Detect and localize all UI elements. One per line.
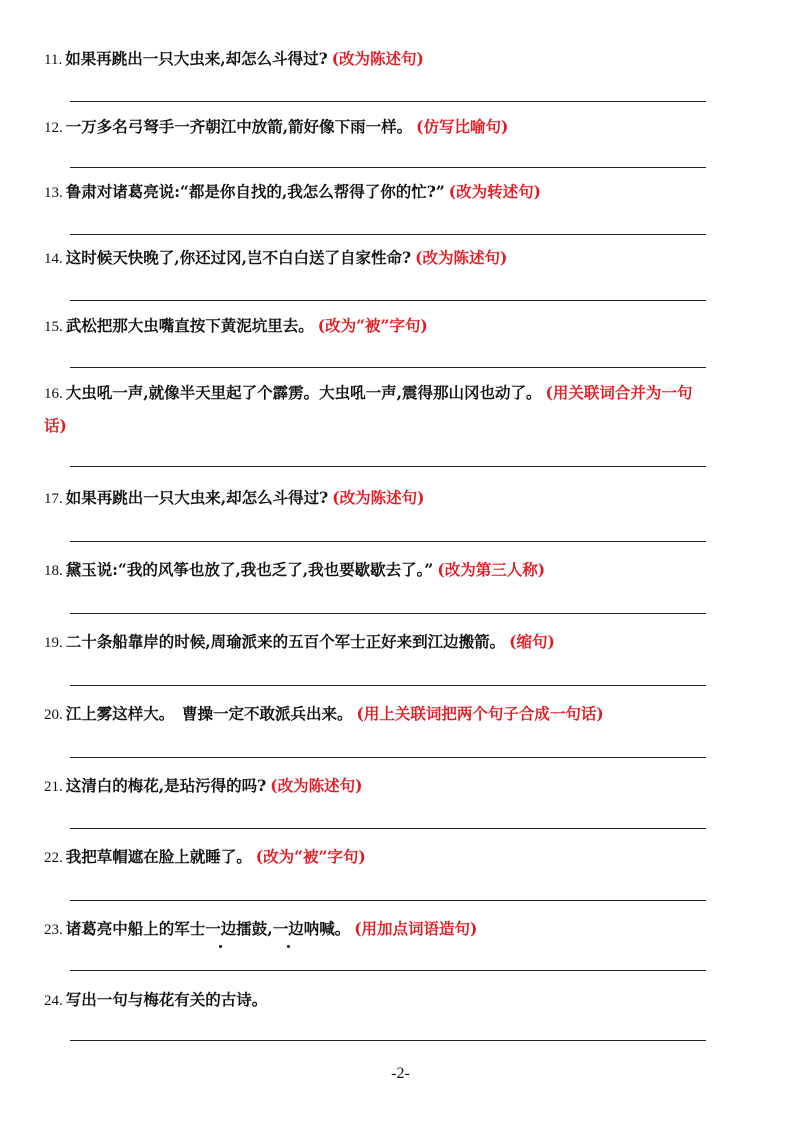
answer-line-22[interactable] xyxy=(70,900,706,901)
page-number: -2- xyxy=(391,1065,410,1082)
question-number: 22. xyxy=(44,850,63,866)
question-instruction: (改为转述句) xyxy=(448,182,541,201)
question-instruction: (改为第三人称) xyxy=(437,560,546,579)
question-number: 16. xyxy=(44,386,63,402)
question-13 xyxy=(44,178,714,207)
question-21 xyxy=(44,772,714,801)
question-number: 24. xyxy=(44,993,63,1009)
question-24 xyxy=(44,986,714,1015)
question-text: 一万多名弓弩手一齐朝江中放箭,箭好像下雨一样。 xyxy=(65,117,413,136)
answer-line-12[interactable] xyxy=(70,167,706,168)
question-23 xyxy=(44,915,714,944)
question-number: 14. xyxy=(44,251,63,267)
question-number: 17. xyxy=(44,491,63,507)
question-instruction: (缩句) xyxy=(509,632,555,651)
question-text: 武松把那大虫嘴直按下黄泥坑里去。 xyxy=(65,316,314,335)
question-instruction: (改为陈述句) xyxy=(331,49,424,68)
question-instruction: (用加点词语造句) xyxy=(354,919,478,938)
answer-line-13[interactable] xyxy=(70,234,706,235)
question-number: 20. xyxy=(44,707,63,723)
answer-line-11[interactable] xyxy=(70,101,706,102)
question-text: 黛玉说:“我的风筝也放了,我也乏了,我也要歇歇去了。” xyxy=(65,560,434,579)
question-15 xyxy=(44,312,714,341)
answer-line-23[interactable] xyxy=(70,970,706,971)
question-text: 鲁肃对诸葛亮说:“都是你自找的,我怎么帮得了你的忙?” xyxy=(65,182,445,201)
question-20 xyxy=(44,700,714,729)
question-number: 21. xyxy=(44,779,63,795)
question-text: 这时候天快晚了,你还过冈,岂不白白送了自家性命? xyxy=(65,248,412,267)
question-19 xyxy=(44,628,714,657)
question-text: 这清白的梅花,是玷污得的吗? xyxy=(65,776,267,795)
question-text: 写出一句与梅花有关的古诗。 xyxy=(65,990,268,1009)
question-number: 19. xyxy=(44,635,63,651)
question-22 xyxy=(44,843,714,872)
question-11 xyxy=(44,45,714,74)
question-text: 江上雾这样大。 曹操一定不敢派兵出来。 xyxy=(65,704,353,723)
answer-line-15[interactable] xyxy=(70,367,706,368)
question-16 xyxy=(44,377,714,442)
question-instruction: (改为“被”字句) xyxy=(255,847,366,866)
question-instruction: (用关联词合并为一句话) xyxy=(44,383,693,435)
question-18 xyxy=(44,556,714,585)
question-number: 15. xyxy=(44,319,63,335)
question-instruction: (改为陈述句) xyxy=(415,248,508,267)
question-instruction: (改为陈述句) xyxy=(270,776,363,795)
answer-line-24[interactable] xyxy=(70,1040,706,1041)
question-instruction: (仿写比喻句) xyxy=(416,117,509,136)
question-14 xyxy=(44,244,714,273)
question-number: 13. xyxy=(44,185,63,201)
question-12 xyxy=(44,113,714,142)
question-text-part: 擂鼓, xyxy=(236,919,273,938)
question-text: 我把草帽遮在脸上就睡了。 xyxy=(65,847,252,866)
question-text-part: 呐喊。 xyxy=(303,919,351,938)
question-text-part: 诸葛亮中船上的军士 xyxy=(65,919,206,938)
question-number: 12. xyxy=(44,120,63,136)
question-instruction: (用上关联词把两个句子合成一句话) xyxy=(356,704,604,723)
question-number: 11. xyxy=(44,52,63,68)
dotted-word: 一边 xyxy=(273,915,304,943)
question-text: 如果再跳出一只大虫来,却怎么斗得过? xyxy=(65,488,329,507)
answer-line-18[interactable] xyxy=(70,613,706,614)
answer-line-17[interactable] xyxy=(70,541,706,542)
question-instruction: (改为陈述句) xyxy=(332,488,425,507)
question-number: 18. xyxy=(44,563,63,579)
answer-line-14[interactable] xyxy=(70,300,706,301)
answer-line-20[interactable] xyxy=(70,757,706,758)
question-text: 大虫吼一声,就像半天里起了个霹雳。大虫吼一声,震得那山冈也动了。 xyxy=(65,383,542,402)
question-instruction: (改为“被”字句) xyxy=(317,316,428,335)
question-number: 23. xyxy=(44,922,63,938)
answer-line-19[interactable] xyxy=(70,685,706,686)
answer-line-16[interactable] xyxy=(70,466,706,467)
dotted-word: 一边 xyxy=(205,915,236,943)
question-text: 二十条船靠岸的时候,周瑜派来的五百个军士正好来到江边搬箭。 xyxy=(65,632,506,651)
question-text: 如果再跳出一只大虫来,却怎么斗得过? xyxy=(65,49,328,68)
question-17 xyxy=(44,484,714,513)
answer-line-21[interactable] xyxy=(70,828,706,829)
